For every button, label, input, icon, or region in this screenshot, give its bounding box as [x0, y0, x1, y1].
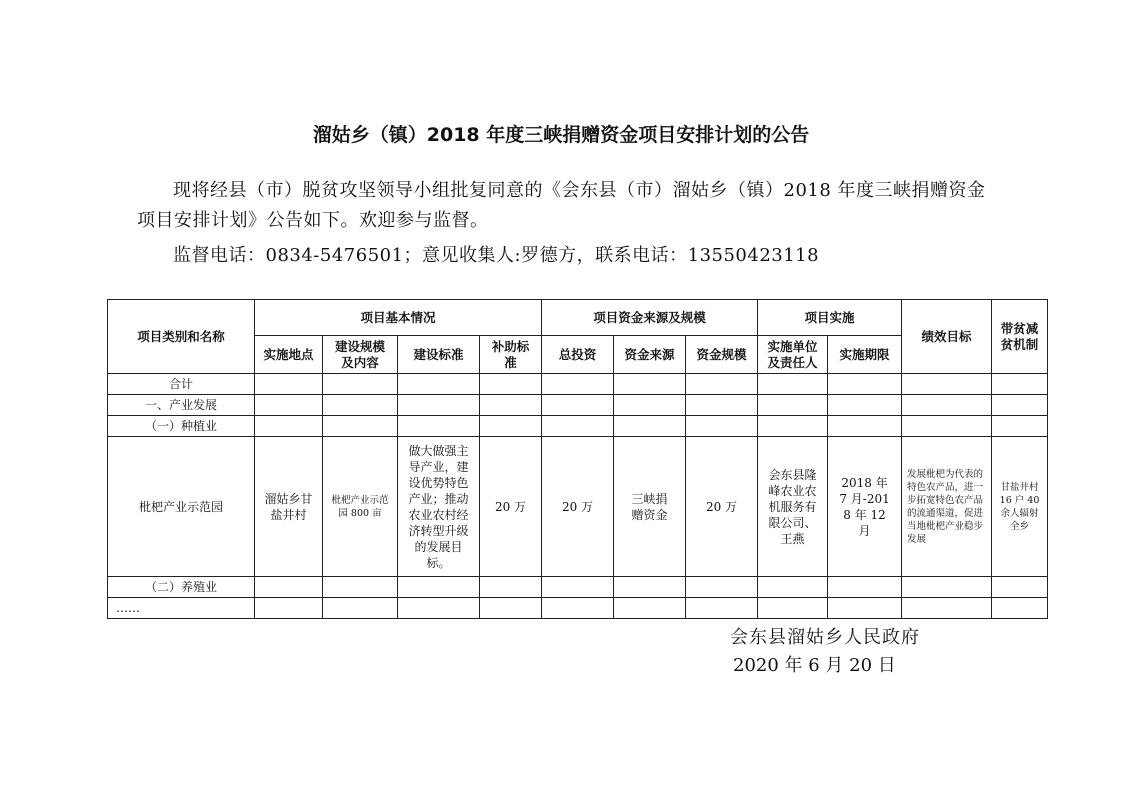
header-performance: 绩效目标 — [902, 300, 992, 374]
footer-date: 2020 年 6 月 20 日 — [733, 655, 896, 676]
project-total-investment: 20 万 — [542, 437, 614, 577]
row-total-label: 合计 — [108, 374, 255, 395]
page-title: 溜姑乡（镇）2018 年度三峡捐赠资金项目安排计划的公告 — [312, 124, 810, 146]
header-standard: 建设标准 — [398, 336, 480, 374]
project-unit-responsible: 会东县隆峰农业农机服务有限公司、王燕 — [758, 437, 828, 577]
project-fund-source: 三峡捐赠资金 — [614, 437, 686, 577]
header-funding: 项目资金来源及规模 — [542, 300, 758, 336]
header-location: 实施地点 — [255, 336, 323, 374]
intro-paragraph: 现将经县（市）脱贫攻坚领导小组批复同意的《会东县（市）溜姑乡（镇）2018 年度三峡捐赠资金项目安排计划》公告如下。欢迎参与监督。 — [137, 180, 986, 231]
contact-line: 监督电话：0834-5476501；意见收集人:罗德方，联系电话：13550423118 — [173, 245, 820, 266]
project-standard: 做大做强主导产业，建设优势特色产业；推动农业农村经济转型升级的发展目标。 — [398, 437, 480, 577]
project-period: 2018 年 7 月-2018 年 12 月 — [828, 437, 902, 577]
project-scale-content: 枇杷产业示范园 800 亩 — [323, 437, 398, 577]
row-breeding-label: （二）养殖业 — [108, 577, 255, 598]
project-row — [108, 437, 1048, 577]
table-row — [108, 395, 1048, 416]
header-basic-info: 项目基本情况 — [255, 300, 542, 336]
table-row — [108, 374, 1048, 395]
header-row-1 — [108, 300, 1048, 336]
table-row — [108, 598, 1048, 619]
header-fund-scale: 资金规模 — [686, 336, 758, 374]
row-planting-label: （一）种植业 — [108, 416, 255, 437]
header-poverty-mechanism: 带贫减贫机制 — [992, 300, 1048, 374]
header-unit-responsible: 实施单位及责任人 — [758, 336, 828, 374]
header-subsidy: 补助标准 — [480, 336, 542, 374]
project-subsidy: 20 万 — [480, 437, 542, 577]
header-total-investment: 总投资 — [542, 336, 614, 374]
project-name: 枇杷产业示范园 — [108, 437, 255, 577]
project-location: 溜姑乡甘盐井村 — [255, 437, 323, 577]
header-scale-content: 建设规模及内容 — [323, 336, 398, 374]
table-row — [108, 577, 1048, 598]
project-poverty-mechanism: 甘盐井村 16 户 40 余人辐射全乡 — [992, 437, 1048, 577]
project-performance: 发展枇杷为代表的特色农产品，进一步拓宽特色农产品的流通渠道，促进当地枇杷产业稳步发展 — [902, 437, 992, 577]
project-fund-scale: 20 万 — [686, 437, 758, 577]
header-category-name: 项目类别和名称 — [108, 300, 255, 374]
table-row — [108, 416, 1048, 437]
row-ellipsis: …… — [108, 598, 255, 619]
header-fund-source: 资金来源 — [614, 336, 686, 374]
row-industry-label: 一、产业发展 — [108, 395, 255, 416]
header-period: 实施期限 — [828, 336, 902, 374]
header-implementation: 项目实施 — [758, 300, 902, 336]
project-table — [107, 299, 1048, 619]
footer-organization: 会东县溜姑乡人民政府 — [730, 627, 920, 648]
